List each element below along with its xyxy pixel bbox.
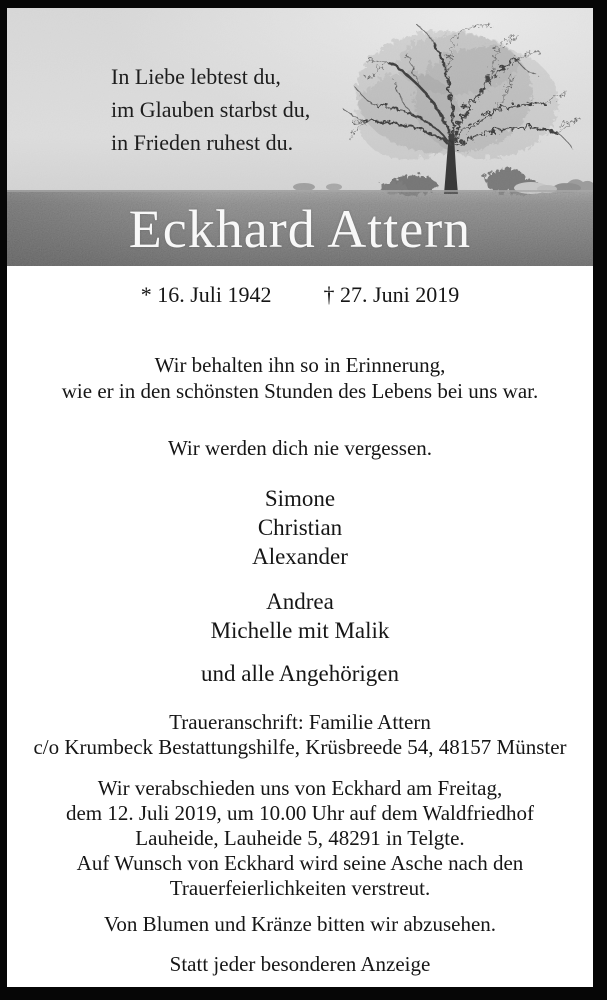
funeral-line: Lauheide, Lauheide 5, 48291 in Telgte.: [135, 826, 465, 850]
funeral-line: Auf Wunsch von Eckhard wird seine Asche nach den: [76, 851, 524, 875]
epitaph-line: im Glauben starbst du,: [111, 97, 311, 122]
deceased-name: Eckhard Attern: [128, 199, 472, 259]
mourning-address: [7, 710, 593, 760]
mourners-group-2: [7, 587, 593, 645]
mourner-name: Simone: [264, 486, 336, 511]
funeral-line: Trauerfeierlichkeiten verstreut.: [169, 876, 431, 900]
address-line: Traueranschrift: Familie Attern: [169, 710, 431, 734]
notice-body: [7, 282, 593, 977]
remembrance-text: [7, 352, 593, 404]
mourner-name: Michelle mit Malik: [210, 618, 390, 643]
mourner-name: Alexander: [252, 544, 348, 569]
closing-line: Statt jeder besonderen Anzeige: [169, 952, 431, 976]
farewell-text: Wir werden dich nie vergessen.: [167, 436, 433, 460]
remembrance-line: wie er in den schönsten Stunden des Lebens bei uns war.: [61, 379, 539, 403]
memorial-photo: [7, 8, 593, 266]
birth-date: * 16. Juli 1942: [140, 282, 272, 307]
epitaph-poem: [111, 60, 310, 159]
remembrance-line: Wir behalten ihn so in Erinnerung,: [154, 353, 446, 377]
mourners-group-1: [7, 484, 593, 571]
epitaph-line: In Liebe lebtest du,: [111, 64, 281, 89]
funeral-line: dem 12. Juli 2019, um 10.00 Uhr auf dem Waldfriedhof: [65, 801, 534, 825]
life-dates: [7, 282, 593, 308]
mourners-relatives: und alle Angehörigen: [200, 661, 399, 686]
death-date: † 27. Juni 2019: [323, 282, 460, 307]
mourner-name: Andrea: [266, 589, 334, 614]
address-line: c/o Krumbeck Bestattungshilfe, Krüsbreede 54, 48157 Münster: [33, 735, 567, 759]
flowers-request: Von Blumen und Kränze bitten wir abzusehen.: [103, 912, 497, 936]
mourner-name: Christian: [257, 515, 343, 540]
funeral-line: Wir verabschieden uns von Eckhard am Freitag,: [97, 776, 503, 800]
epitaph-line: in Frieden ruhest du.: [111, 130, 294, 155]
funeral-details: [7, 776, 593, 901]
